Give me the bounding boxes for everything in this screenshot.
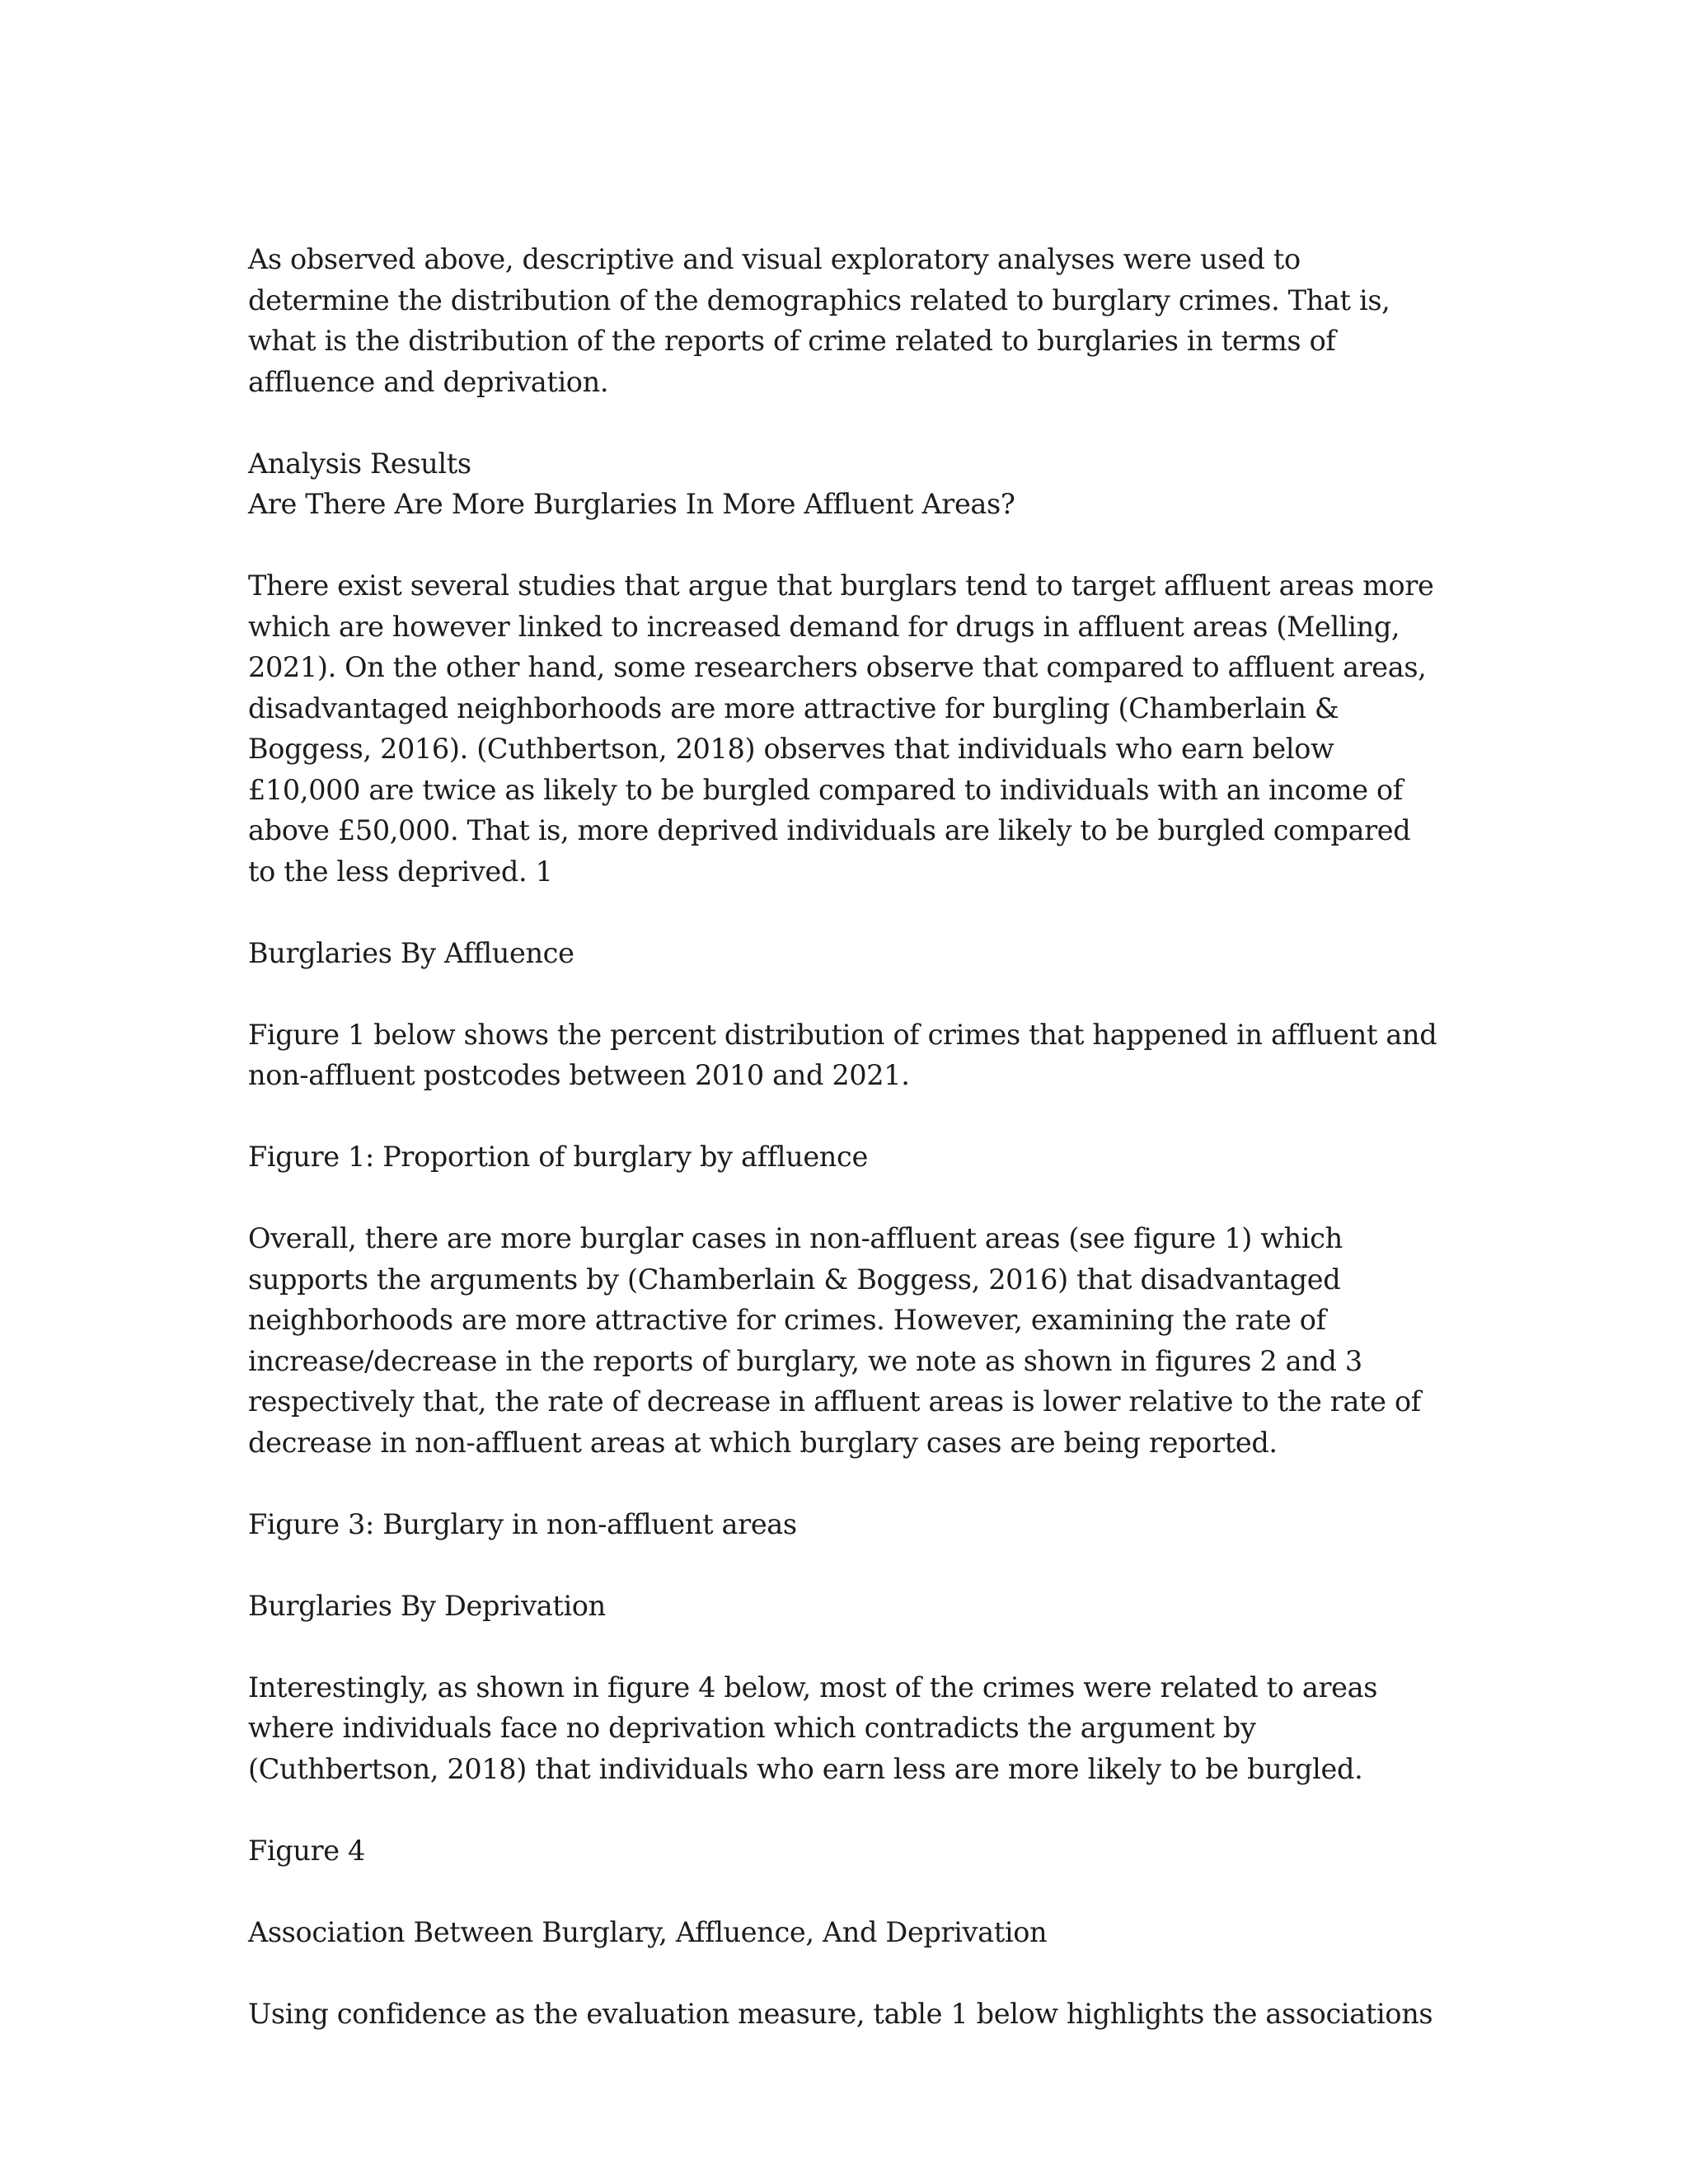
figure-4-caption: Figure 4 xyxy=(248,1834,365,1867)
figure-3-caption: Figure 3: Burglary in non-affluent areas xyxy=(248,1507,797,1540)
subsection-heading-affluent-areas: Are There Are More Burglaries In More Affluent Areas? xyxy=(248,488,1015,520)
subsection-heading-affluence: Burglaries By Affluence xyxy=(248,936,574,969)
subsection-heading-deprivation: Burglaries By Deprivation xyxy=(248,1589,606,1622)
section-heading-analysis-results: Analysis Results xyxy=(248,447,471,480)
deprivation-findings-paragraph: Interestingly, as shown in figure 4 below, most of the crimes were related to areas where individuals face no deprivation which contradicts the argument by (Cuthbertson, 2018) that individuals who earn less are more likely to be burgled. xyxy=(248,1671,1378,1785)
document-body xyxy=(248,239,1443,2034)
figure-1-intro-paragraph: Figure 1 below shows the percent distribution of crimes that happened in affluent and non-affluent postcodes between 2010 and 2021. xyxy=(248,1018,1437,1091)
association-intro-paragraph: Using confidence as the evaluation measure, table 1 below highlights the associations xyxy=(248,1997,1433,2030)
subsection-heading-association: Association Between Burglary, Affluence, And Deprivation xyxy=(248,1915,1048,1948)
affluence-findings-paragraph: Overall, there are more burglar cases in non-affluent areas (see figure 1) which supports the arguments by (Chamberlain & Boggess, 2016) that disadvantaged neighborhoods are more attractive for crimes. However, examining the rate of increase/decrease in the reports of burglary, we note as shown in figures 2 and 3 respectively that, the rate of decrease in affluent areas is lower relative to the rate of decrease in non-affluent areas at which burglary cases are being reported. xyxy=(248,1222,1421,1459)
intro-paragraph: As observed above, descriptive and visual exploratory analyses were used to determine the distribution of the demographics related to burglary crimes. That is, what is the distribution of the reports of crime related to burglaries in terms of affluence and deprivation. xyxy=(248,243,1390,398)
figure-1-caption: Figure 1: Proportion of burglary by affluence xyxy=(248,1141,868,1173)
literature-paragraph: There exist several studies that argue that burglars tend to target affluent areas more which are however linked to increased demand for drugs in affluent areas (Melling, 2021). On the other hand, some researchers observe that compared to affluent areas, disadvantaged neighborhoods are more attractive for burgling (Chamberlain & Boggess, 2016). (Cuthbertson, 2018) observes that individuals who earn below £10,000 are twice as likely to be burgled compared to individuals with an income of above £50,000. That is, more deprived individuals are likely to be burgled compared to the less deprived. 1 xyxy=(248,569,1434,888)
